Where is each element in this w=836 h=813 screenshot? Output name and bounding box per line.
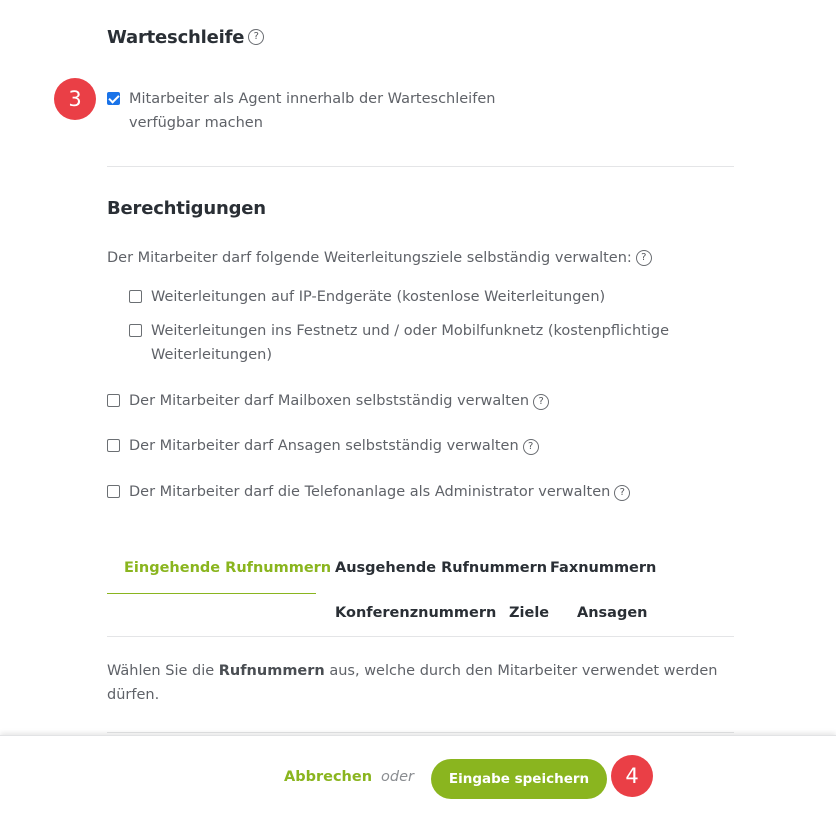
tab-outgoing-numbers[interactable]: Ausgehende Rufnummern [335, 560, 548, 576]
forwarding-ip-label: Weiterleitungen auf IP-Endgeräte (kostenlose Weiterleitungen) [151, 289, 606, 305]
mailboxes-label: Der Mitarbeiter darf Mailboxen selbstständig verwalten [129, 393, 530, 409]
agent-checkbox[interactable] [107, 92, 120, 105]
admin-checkbox[interactable] [107, 485, 120, 498]
announcements-checkbox[interactable] [107, 439, 120, 452]
or-text: oder [381, 769, 414, 785]
permissions-section-title: Berechtigungen [107, 198, 266, 219]
forwarding-landline-label: Weiterleitungen ins Festnetz und / oder Mobilfunknetz (kostenpflichtige Weiterleitungen) [151, 323, 669, 363]
tabs-divider [107, 636, 734, 637]
content-divider [107, 732, 734, 733]
save-button[interactable]: Eingabe speichern [431, 759, 607, 799]
mailboxes-checkbox[interactable] [107, 394, 120, 407]
description-suffix: aus, welche durch den Mitarbeiter verwendet werden dürfen. [107, 663, 718, 703]
footer-bar [0, 735, 836, 813]
forwarding-ip-checkbox[interactable] [129, 290, 142, 303]
description-bold: Rufnummern [218, 663, 325, 679]
queue-section-title [107, 27, 264, 48]
active-tab-indicator [107, 593, 316, 594]
tab-incoming-numbers[interactable]: Eingehende Rufnummern [124, 560, 332, 576]
help-icon[interactable]: ? [636, 250, 652, 266]
forwarding-option-ip[interactable] [129, 285, 689, 309]
step-badge-3: 3 [54, 78, 96, 120]
description-prefix: Wählen Sie die [107, 663, 219, 679]
tab-targets[interactable]: Ziele [509, 605, 550, 621]
permission-mailboxes[interactable] [107, 389, 727, 413]
admin-label: Der Mitarbeiter darf die Telefonanlage als Administrator verwalten [129, 484, 611, 500]
announcements-label: Der Mitarbeiter darf Ansagen selbstständig verwalten [129, 438, 519, 454]
help-icon[interactable]: ? [533, 394, 549, 410]
section-divider [107, 166, 734, 167]
permission-admin[interactable] [107, 480, 747, 504]
tab-conference-numbers[interactable]: Konferenznummern [335, 605, 497, 621]
help-icon[interactable]: ? [248, 29, 264, 45]
permission-announcements[interactable] [107, 434, 727, 458]
help-icon[interactable]: ? [523, 439, 539, 455]
tab-content-description [107, 659, 747, 707]
agent-checkbox-label: Mitarbeiter als Agent innerhalb der Warteschleifen verfügbar machen [129, 91, 496, 131]
step-badge-4: 4 [611, 755, 653, 797]
forwarding-intro [107, 246, 727, 270]
tab-announcements[interactable]: Ansagen [577, 605, 648, 621]
queue-title-text: Warteschleife [107, 27, 245, 48]
forwarding-intro-text: Der Mitarbeiter darf folgende Weiterleitungsziele selbständig verwalten: [107, 250, 632, 266]
forwarding-landline-checkbox[interactable] [129, 324, 142, 337]
tab-fax-numbers[interactable]: Faxnummern [550, 560, 657, 576]
agent-checkbox-row[interactable] [107, 87, 557, 135]
forwarding-option-landline[interactable] [129, 319, 674, 367]
help-icon[interactable]: ? [614, 485, 630, 501]
cancel-link[interactable]: Abbrechen [284, 769, 373, 785]
